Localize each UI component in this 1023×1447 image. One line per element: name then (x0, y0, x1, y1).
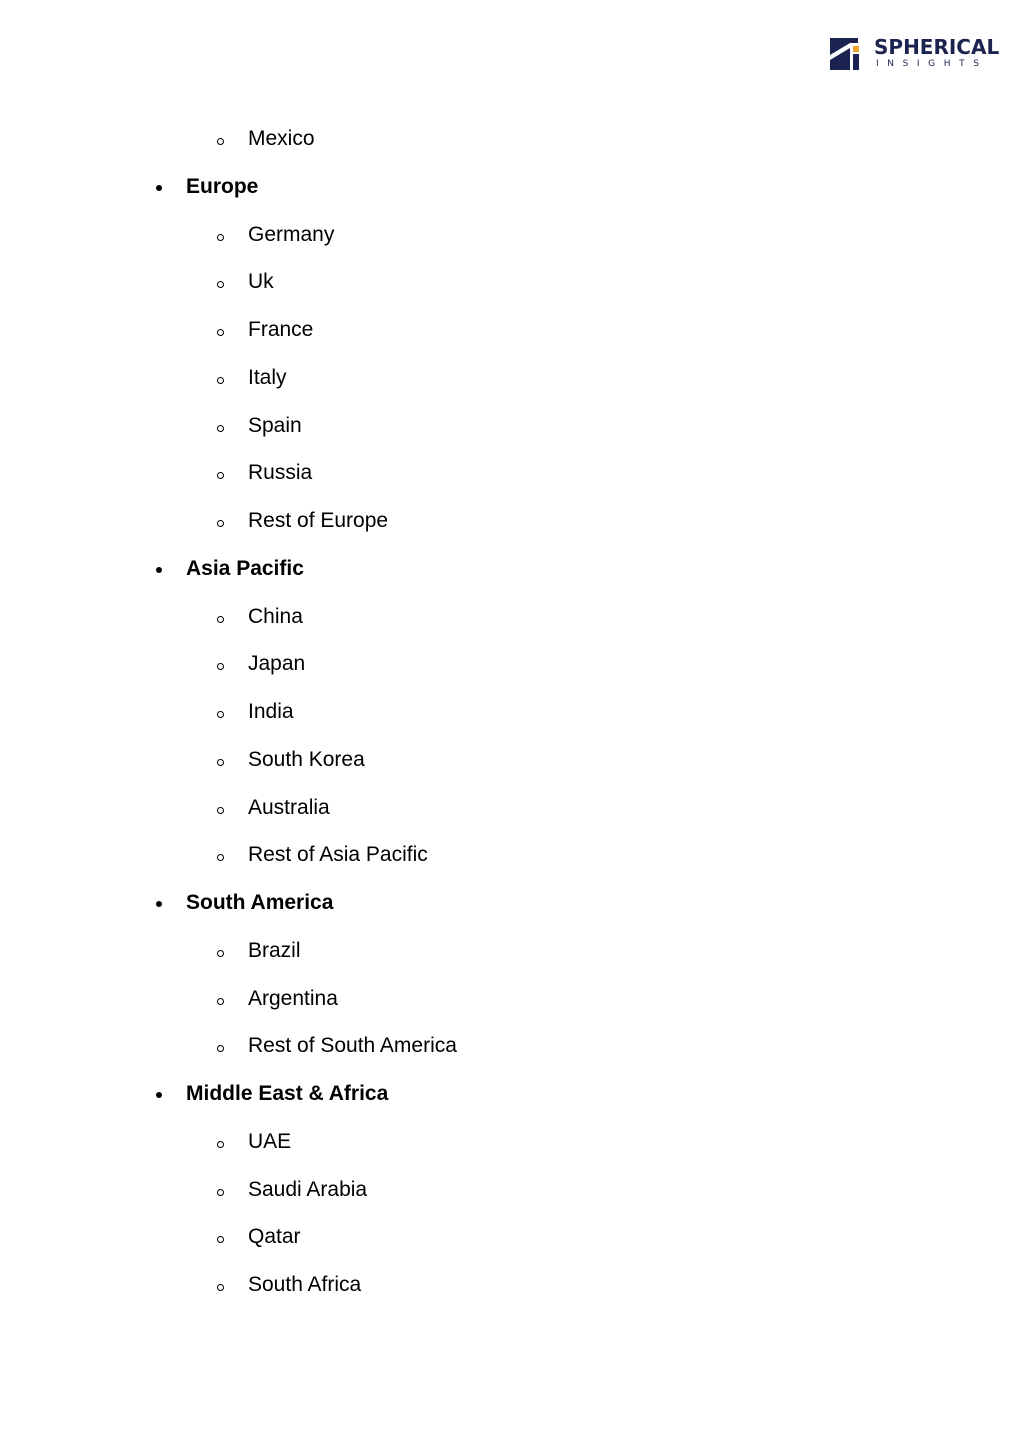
country-label: China (248, 605, 303, 628)
circle-bullet-icon (217, 520, 224, 527)
country-label: UAE (248, 1130, 292, 1153)
circle-bullet-icon (217, 998, 224, 1005)
country-label: South Africa (248, 1273, 362, 1296)
circle-bullet-icon (217, 950, 224, 957)
circle-bullet-icon (217, 663, 224, 670)
country-label: Australia (248, 796, 330, 819)
dot-bullet-icon (156, 1092, 162, 1098)
country-label: Uk (248, 270, 274, 293)
country-label: Brazil (248, 939, 301, 962)
circle-bullet-icon (217, 472, 224, 479)
country-label: Spain (248, 414, 302, 437)
region-label: South America (186, 891, 334, 914)
region-label: Asia Pacific (186, 557, 304, 580)
country-label: South Korea (248, 748, 365, 771)
circle-bullet-icon (217, 1236, 224, 1243)
dot-bullet-icon (156, 901, 162, 907)
country-label: Russia (248, 461, 313, 484)
region-label: Middle East & Africa (186, 1082, 389, 1105)
logo-tagline: INSIGHTS (876, 59, 988, 69)
country-label: Saudi Arabia (248, 1178, 368, 1201)
logo-mark-icon (829, 36, 869, 72)
circle-bullet-icon (217, 759, 224, 766)
circle-bullet-icon (217, 234, 224, 241)
country-label: Mexico (248, 127, 315, 150)
circle-bullet-icon (217, 1284, 224, 1291)
country-label: Qatar (248, 1225, 301, 1248)
country-label: Rest of Europe (248, 509, 389, 532)
circle-bullet-icon (217, 807, 224, 814)
dot-bullet-icon (156, 567, 162, 573)
circle-bullet-icon (217, 1141, 224, 1148)
circle-bullet-icon (217, 616, 224, 623)
country-label: Rest of Asia Pacific (248, 843, 428, 866)
country-label: France (248, 318, 314, 341)
circle-bullet-icon (217, 329, 224, 336)
circle-bullet-icon (217, 1045, 224, 1052)
country-label: Italy (248, 366, 287, 389)
circle-bullet-icon (217, 425, 224, 432)
dot-bullet-icon (156, 185, 162, 191)
country-label: India (248, 700, 294, 723)
circle-bullet-icon (217, 138, 224, 145)
circle-bullet-icon (217, 711, 224, 718)
country-label: Germany (248, 223, 335, 246)
country-label: Rest of South America (248, 1034, 457, 1057)
country-label: Japan (248, 652, 306, 675)
company-logo (829, 35, 1000, 72)
country-label: Argentina (248, 987, 338, 1010)
circle-bullet-icon (217, 1189, 224, 1196)
circle-bullet-icon (217, 281, 224, 288)
circle-bullet-icon (217, 377, 224, 384)
logo-wordmark: SPHERICAL (874, 35, 1000, 59)
circle-bullet-icon (217, 854, 224, 861)
region-label: Europe (186, 175, 259, 198)
